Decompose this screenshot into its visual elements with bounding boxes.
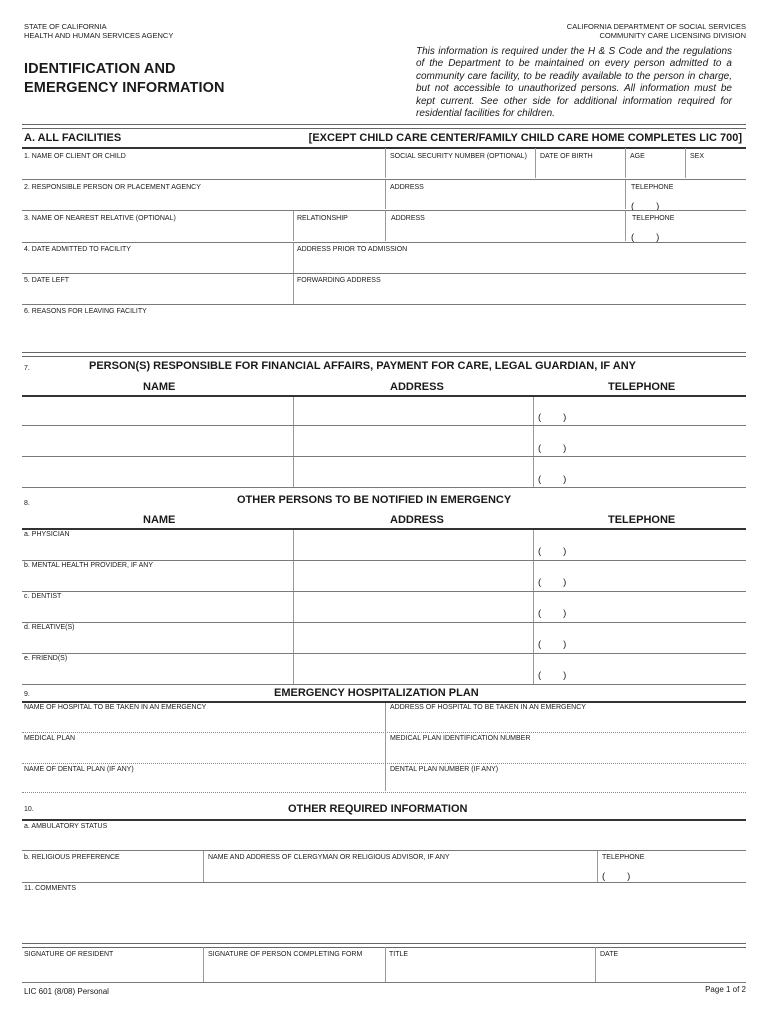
row-line: [22, 456, 746, 457]
col-name: NAME: [143, 381, 176, 393]
client-name-field[interactable]: 1. NAME OF CLIENT OR CHILD: [24, 153, 126, 160]
clergy-telephone-label: TELEPHONE: [602, 854, 645, 861]
agency-right: [567, 22, 746, 40]
divider: [533, 530, 534, 685]
section-7-rule: [22, 352, 746, 357]
divider: [293, 211, 294, 241]
completing-signature-field[interactable]: SIGNATURE OF PERSON COMPLETING FORM: [208, 951, 363, 958]
section-7-title: PERSON(S) RESPONSIBLE FOR FINANCIAL AFFAIRS, PAYMENT FOR CARE, LEGAL GUARDIAN, IF ANY: [89, 360, 636, 372]
row-line: [22, 732, 746, 733]
row-line: [22, 591, 746, 592]
dental-plan-field[interactable]: NAME OF DENTAL PLAN (IF ANY): [24, 766, 134, 773]
row-line: [22, 792, 746, 793]
responsible-telephone-field[interactable]: ( ): [631, 201, 660, 212]
physician-field[interactable]: a. PHYSICIAN: [24, 531, 70, 538]
clergy-telephone-field[interactable]: ( ): [602, 871, 631, 882]
medical-plan-id-field[interactable]: MEDICAL PLAN IDENTIFICATION NUMBER: [390, 735, 531, 742]
divider: [385, 947, 386, 982]
ambulatory-status-field[interactable]: a. AMBULATORY STATUS: [24, 823, 108, 830]
row-line: [22, 622, 746, 623]
divider: [595, 947, 596, 982]
friends-phone[interactable]: ( ): [538, 670, 567, 681]
agency-left: [24, 22, 173, 40]
row-line: [22, 304, 746, 305]
responsible-telephone-label: TELEPHONE: [631, 184, 674, 191]
forwarding-address-field[interactable]: FORWARDING ADDRESS: [297, 277, 381, 284]
financial-phone-1[interactable]: ( ): [538, 412, 567, 423]
divider: [533, 397, 534, 488]
comments-field[interactable]: 11. COMMENTS: [24, 885, 76, 892]
financial-phone-2[interactable]: ( ): [538, 443, 567, 454]
section-a-rule: [22, 124, 746, 129]
row-line: [22, 273, 746, 274]
divider: [625, 211, 626, 241]
row-line: [22, 653, 746, 654]
hospital-name-field[interactable]: NAME OF HOSPITAL TO BE TAKEN IN AN EMERGENCY: [24, 704, 207, 711]
col-address: ADDRESS: [390, 514, 444, 526]
date-left-field[interactable]: 5. DATE LEFT: [24, 277, 69, 284]
divider: [293, 274, 294, 304]
section-a-underline: [22, 147, 746, 149]
col-name: NAME: [143, 514, 176, 526]
date-admitted-field[interactable]: 4. DATE ADMITTED TO FACILITY: [24, 246, 131, 253]
divider: [625, 148, 626, 178]
section-a-label: A. ALL FACILITIES: [24, 132, 122, 144]
medical-plan-field[interactable]: MEDICAL PLAN: [24, 735, 76, 742]
row-line: [22, 487, 746, 488]
section-10-number: 10.: [24, 806, 34, 813]
relatives-field[interactable]: d. RELATIVE(S): [24, 624, 75, 631]
mental-health-phone[interactable]: ( ): [538, 577, 567, 588]
dental-plan-number-field[interactable]: DENTAL PLAN NUMBER (IF ANY): [390, 766, 499, 773]
divider: [385, 148, 386, 178]
col-telephone: TELEPHONE: [608, 514, 676, 526]
physician-phone[interactable]: ( ): [538, 546, 567, 557]
relative-telephone-label: TELEPHONE: [632, 215, 675, 222]
relatives-phone[interactable]: ( ): [538, 639, 567, 650]
section-8-title: OTHER PERSONS TO BE NOTIFIED IN EMERGENCY: [237, 494, 512, 506]
row-line: [22, 882, 746, 883]
divider: [385, 211, 386, 241]
relationship-field[interactable]: RELATIONSHIP: [297, 215, 348, 222]
signature-rule: [22, 943, 746, 948]
agency-label: HEALTH AND HUMAN SERVICES AGENCY: [24, 31, 174, 40]
relative-telephone-field[interactable]: ( ): [631, 232, 660, 243]
resident-signature-field[interactable]: SIGNATURE OF RESIDENT: [24, 951, 114, 958]
section-7-number: 7.: [24, 365, 30, 372]
section-7-underline: [22, 395, 746, 397]
financial-phone-3[interactable]: ( ): [538, 474, 567, 485]
divider: [385, 703, 386, 791]
form-id: LIC 601 (8/08) Personal: [24, 987, 109, 996]
section-9-number: 9.: [24, 691, 30, 698]
department-label: CALIFORNIA DEPARTMENT OF SOCIAL SERVICES: [566, 22, 746, 31]
mental-health-field[interactable]: b. MENTAL HEALTH PROVIDER, IF ANY: [24, 562, 154, 569]
divider: [293, 397, 294, 488]
row-line: [22, 850, 746, 851]
hospital-address-field[interactable]: ADDRESS OF HOSPITAL TO BE TAKEN IN AN EMERGENCY: [390, 704, 586, 711]
row-line: [22, 560, 746, 561]
age-field[interactable]: AGE: [630, 153, 645, 160]
division-label: COMMUNITY CARE LICENSING DIVISION: [599, 31, 746, 40]
row-line: [22, 179, 746, 180]
relative-address-field[interactable]: ADDRESS: [391, 215, 425, 222]
dentist-phone[interactable]: ( ): [538, 608, 567, 619]
address-prior-field[interactable]: ADDRESS PRIOR TO ADMISSION: [297, 246, 408, 253]
section-9-underline: [22, 701, 746, 703]
responsible-person-field[interactable]: 2. RESPONSIBLE PERSON OR PLACEMENT AGENCY: [24, 184, 201, 191]
divider: [597, 851, 598, 882]
dentist-field[interactable]: c. DENTIST: [24, 593, 62, 600]
friends-field[interactable]: e. FRIEND(S): [24, 655, 68, 662]
col-telephone: TELEPHONE: [608, 381, 676, 393]
title-line-2: EMERGENCY INFORMATION: [24, 80, 225, 96]
title-field[interactable]: TITLE: [389, 951, 409, 958]
form-title: [24, 60, 225, 98]
nearest-relative-field[interactable]: 3. NAME OF NEAREST RELATIVE (OPTIONAL): [24, 215, 176, 222]
sex-field[interactable]: SEX: [690, 153, 705, 160]
divider: [385, 180, 386, 209]
section-10-title: OTHER REQUIRED INFORMATION: [288, 803, 468, 815]
section-10-underline: [22, 819, 746, 821]
dob-field[interactable]: DATE OF BIRTH: [540, 153, 593, 160]
section-a-exception: [EXCEPT CHILD CARE CENTER/FAMILY CHILD CARE HOME COMPLETES LIC 700]: [308, 132, 742, 144]
divider: [625, 180, 626, 209]
row-line: [22, 425, 746, 426]
row-line: [22, 763, 746, 764]
ssn-field[interactable]: SOCIAL SECURITY NUMBER (OPTIONAL): [390, 153, 527, 160]
religious-preference-field[interactable]: b. RELIGIOUS PREFERENCE: [24, 854, 120, 861]
state-label: STATE OF CALIFORNIA: [24, 22, 107, 31]
col-address: ADDRESS: [390, 381, 444, 393]
section-8-number: 8.: [24, 500, 30, 507]
section-8-underline: [22, 528, 746, 530]
divider: [685, 148, 686, 178]
section-9-title: EMERGENCY HOSPITALIZATION PLAN: [274, 687, 479, 699]
date-field[interactable]: DATE: [600, 951, 619, 958]
title-line-1: IDENTIFICATION AND: [24, 61, 176, 77]
divider: [293, 530, 294, 685]
divider: [535, 148, 536, 178]
row-line: [22, 982, 746, 983]
row-line: [22, 210, 746, 211]
row-line: [22, 684, 746, 685]
row-line: [22, 242, 746, 243]
reasons-leaving-field[interactable]: 6. REASONS FOR LEAVING FACILITY: [24, 308, 147, 315]
responsible-address-field[interactable]: ADDRESS: [390, 184, 424, 191]
divider: [293, 243, 294, 273]
intro-text: This information is required under the H & S Code and the regulations of the Department to be maintained on every person admitted to a community care facility, to be readily available to the person in charge, but not accessible to unauthorized persons. All information must be kept current. See other side for additional information required for residential facilities for children.: [416, 46, 732, 120]
clergy-field[interactable]: NAME AND ADDRESS OF CLERGYMAN OR RELIGIOUS ADVISOR, IF ANY: [208, 854, 450, 861]
divider: [203, 851, 204, 882]
divider: [203, 947, 204, 982]
page-number: Page 1 of 2: [705, 985, 746, 994]
